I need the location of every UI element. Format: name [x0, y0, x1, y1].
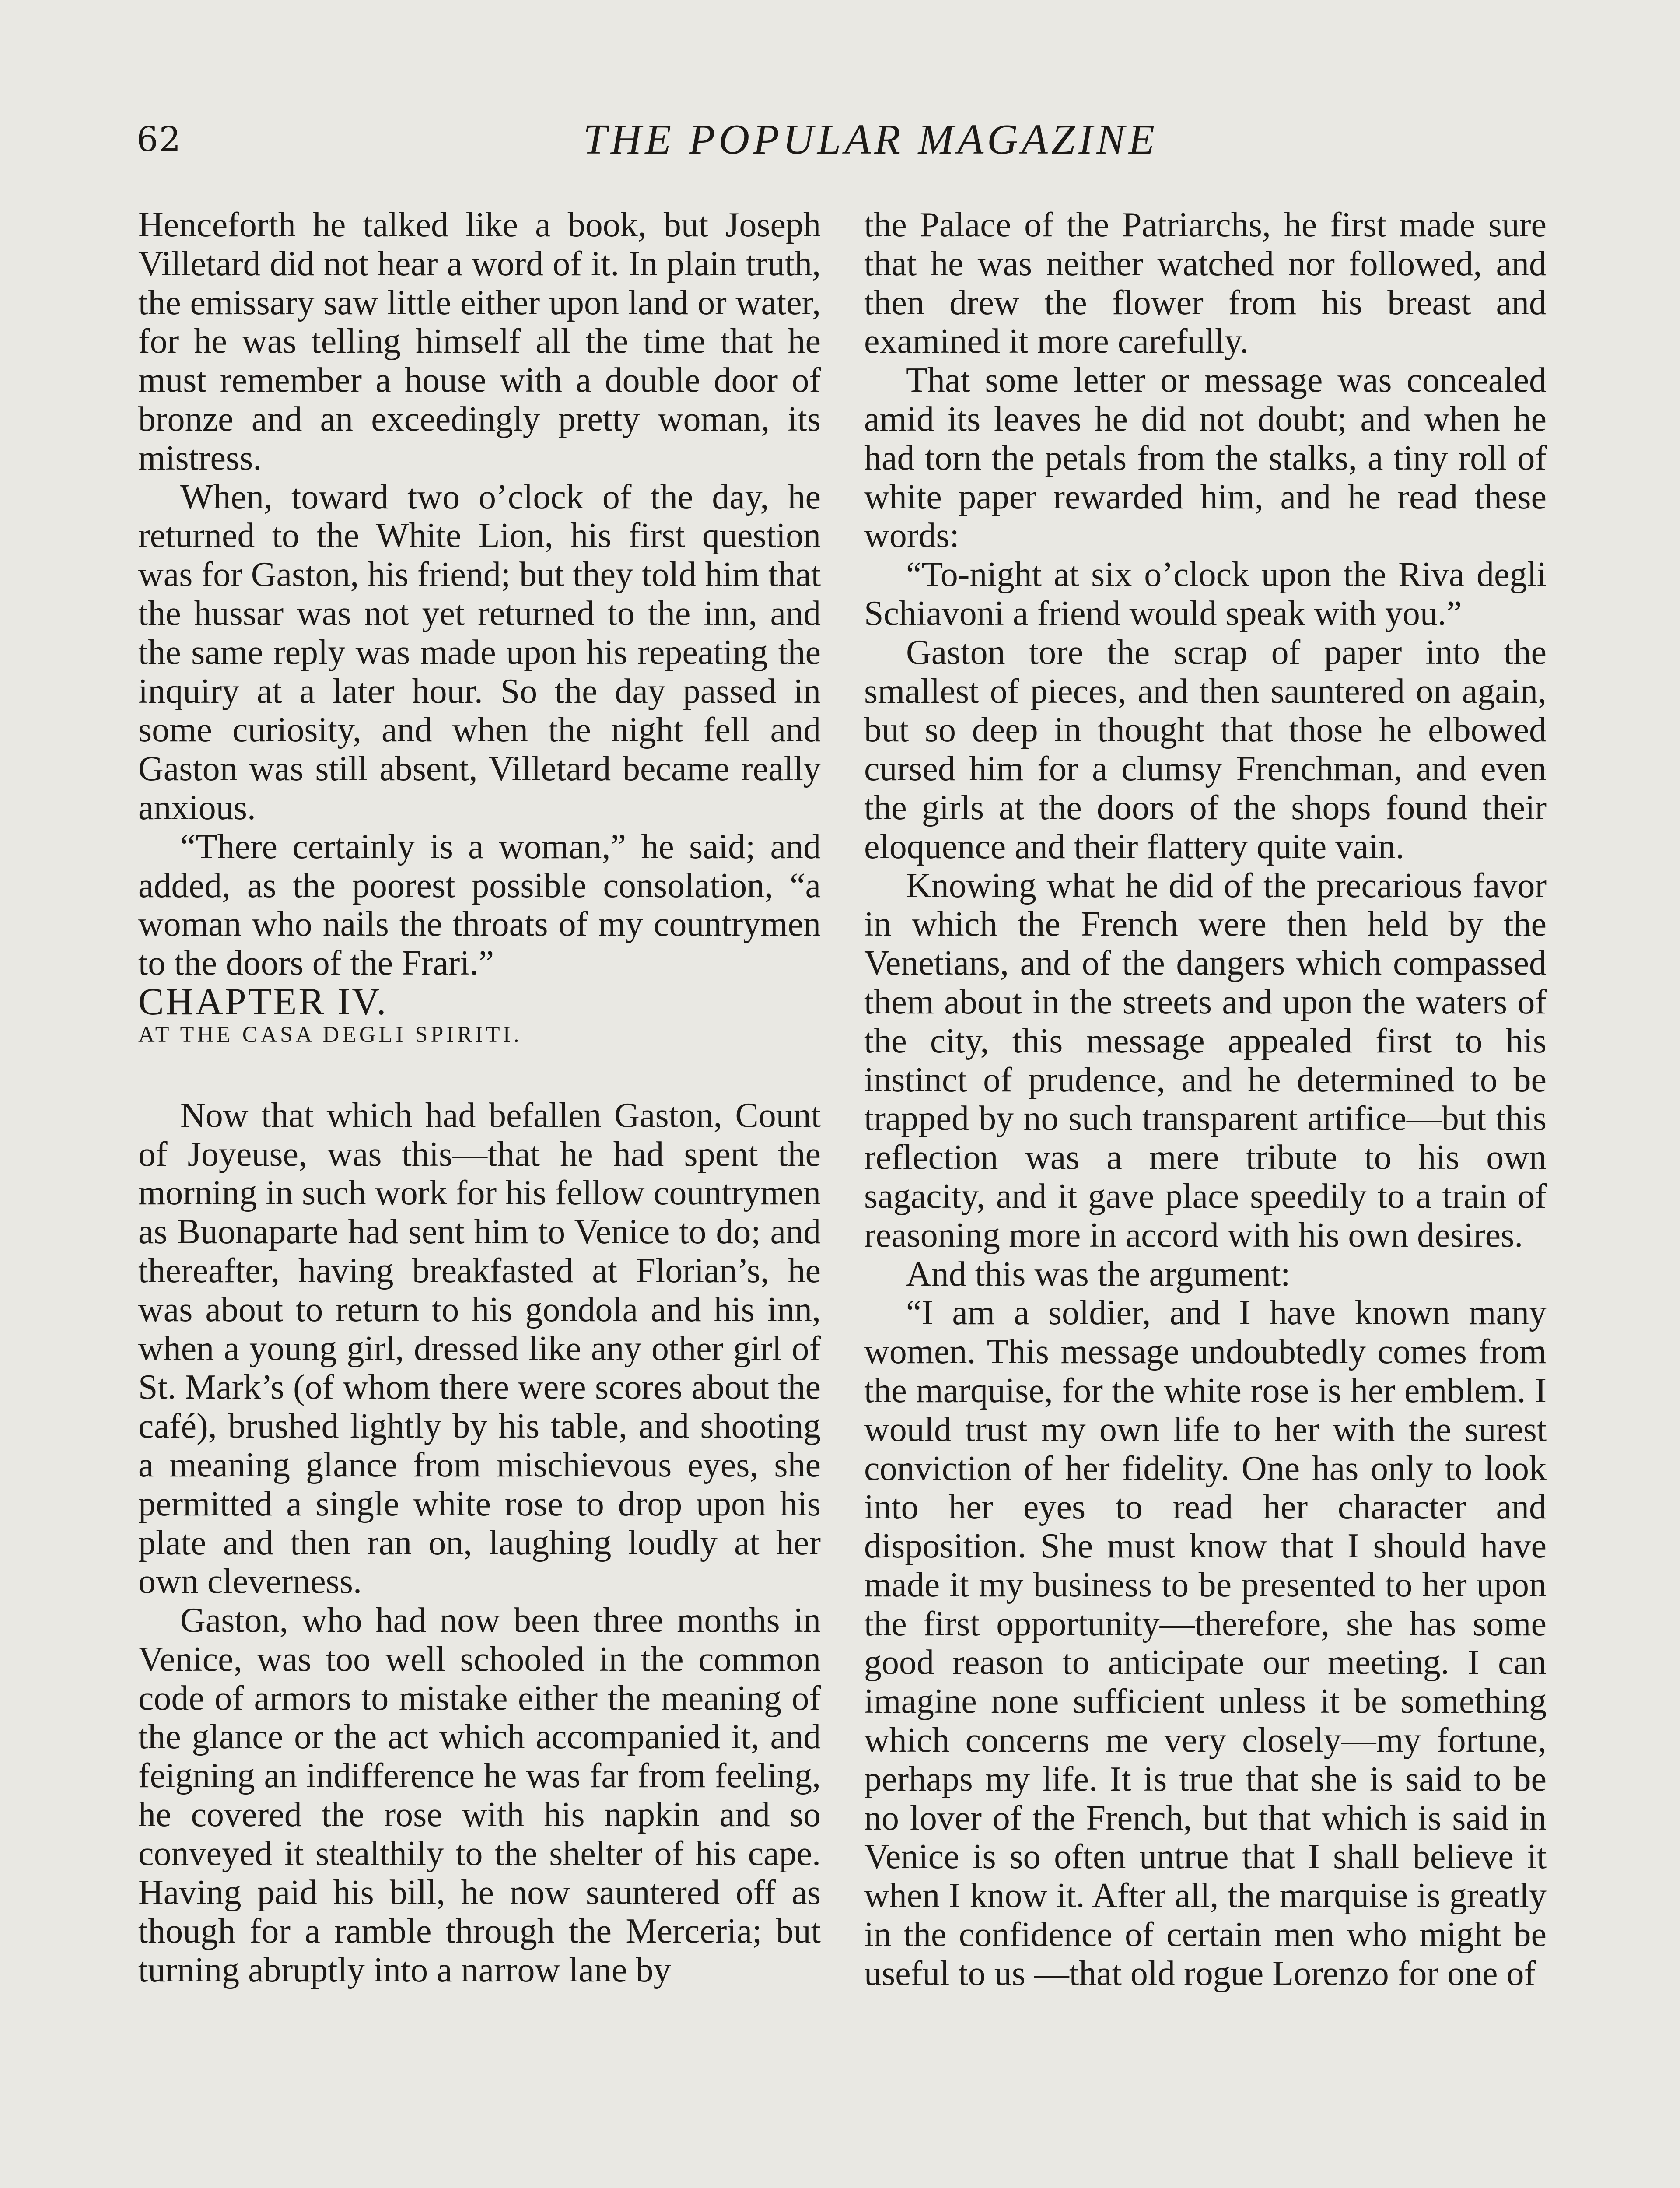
page-number: 62 [136, 120, 182, 159]
paragraph: “I am a soldier, and I have known many women. This message undoubtedly comes from the marquise, for the white rose is her emblem. I would trust my own life to her with the surest conviction of her fidelity. One has only to look into her eyes to read her character and disposition. She must know that I should have made it my business to be presented to her upon the first opportunity—therefore, she has some good reason to anticipate our meeting. I can imagine none sufficient unless it be something which concerns me very closely—my fortune, perhaps my life. It is true that she is said to be no lover of the French, but that which is said in Venice is so often untrue that I shall believe it when I know it. After all, the marquise is greatly in the confidence of certain men who might be useful to us —that old rogue Lorenzo for one of [864, 1294, 1547, 1993]
paragraph: Henceforth he talked like a book, but Joseph Villetard did not hear a word of it. In plain truth, the emissary saw little either upon land or water, for he was telling himself all the time that he must remember a house with a double door of bronze and an exceedingly pretty woman, its mistress. [138, 206, 821, 477]
paragraph: And this was the argument: [906, 1255, 1291, 1294]
chapter-title: CHAPTER IV. [138, 980, 388, 1023]
paragraph: “There certainly is a woman,” he said; and added, as the poorest possible consolation, “a woman who nails the throats of my countrymen to the doors of the Frari.” [138, 827, 821, 983]
paragraph: Gaston tore the scrap of paper into the smallest of pieces, and then sauntered on again, but so deep in thought that those he elbowed cursed him for a clumsy Frenchman, and even the girls at the doors of the shops found their eloquence and their flattery quite vain. [864, 633, 1547, 866]
chapter-subtitle: AT THE CASA DEGLI SPIRITI. [138, 1022, 522, 1047]
paragraph: Knowing what he did of the precarious favor in which the French were then held by the Venetians, and of the dangers which compassed them about in the streets and upon the waters of the city, this message appealed first to his instinct of prudence, and he determined to be trapped by no such transparent artifice—but this reflection was a mere tribute to his own sagacity, and it gave place speedily to a train of reasoning more in accord with his own desires. [864, 866, 1547, 1255]
paragraph: “To-night at six o’clock upon the Riva degli Schiavoni a friend would speak with you.” [864, 555, 1547, 633]
paragraph: the Palace of the Patriarchs, he first made sure that he was neither watched nor followed, and then drew the flower from his breast and examined it more carefully. [864, 206, 1547, 361]
paragraph: That some letter or message was concealed amid its leaves he did not doubt; and when he had torn the petals from the stalks, a tiny roll of white paper rewarded him, and he read these words: [864, 361, 1547, 555]
running-head: THE POPULAR MAGAZINE [583, 116, 1158, 163]
left-column [138, 206, 821, 1990]
paragraph: When, toward two o’clock of the day, he returned to the White Lion, his first question was for Gaston, his friend; but they told him that the hussar was not yet returned to the inn, and the same reply was made upon his repeating the inquiry at a later hour. So the day passed in some curiosity, and when the night fell and Gaston was still absent, Villetard became really anxious. [138, 477, 821, 827]
paragraph: Now that which had befallen Gaston, Count of Joyeuse, was this—that he had spent the morning in such work for his fellow countrymen as Buonaparte had sent him to Venice to do; and thereafter, having breakfasted at Florian’s, he was about to return to his gondola and his inn, when a young girl, dressed like any other girl of St. Mark’s (of whom there were scores about the café), brushed lightly by his table, and shooting a meaning glance from mischievous eyes, she permitted a single white rose to drop upon his plate and then ran on, laughing loudly at her own cleverness. [138, 1096, 821, 1601]
paragraph: Gaston, who had now been three months in Venice, was too well schooled in the common code of armors to mistake either the meaning of the glance or the act which accompanied it, and feigning an indifference he was far from feeling, he covered the rose with his napkin and so conveyed it stealthily to the shelter of his cape. Having paid his bill, he now sauntered off as though for a ramble through the Merceria; but turning abruptly into a narrow lane by [138, 1601, 821, 1990]
right-column [864, 206, 1547, 1993]
